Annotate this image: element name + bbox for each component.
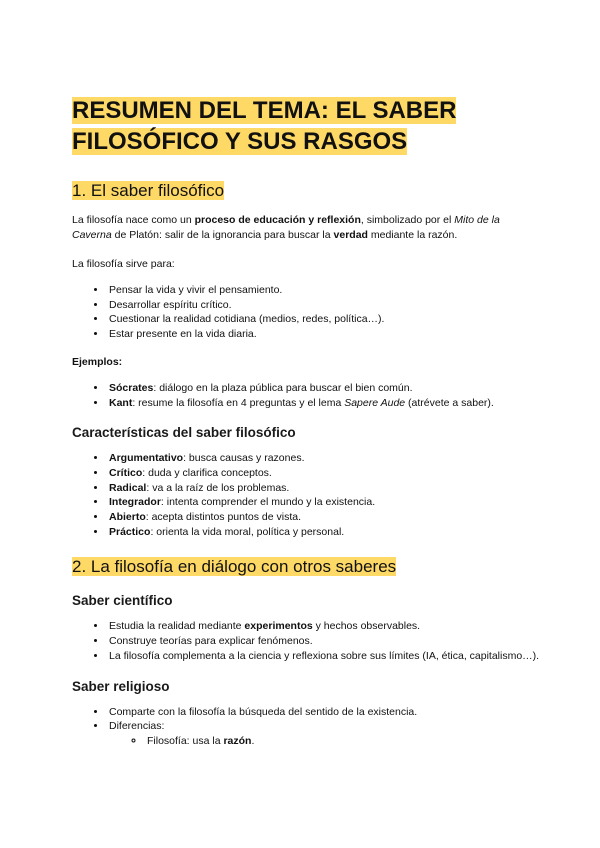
item-bold: Integrador bbox=[109, 496, 161, 509]
list-item: • Construye teorías para explicar fenómenos. bbox=[107, 634, 542, 649]
item-text: : acepta distintos puntos de vista. bbox=[145, 511, 302, 524]
religioso-list bbox=[72, 705, 542, 749]
document-title bbox=[72, 95, 542, 157]
list-item bbox=[107, 466, 542, 481]
ejemplos-list bbox=[72, 381, 542, 410]
diferencias-sublist bbox=[109, 734, 542, 749]
list-item bbox=[107, 381, 542, 396]
list-item bbox=[107, 619, 542, 634]
item-italic: Sapere Aude bbox=[344, 396, 406, 409]
cientifico-heading: Saber científico bbox=[72, 593, 173, 609]
document-page bbox=[72, 95, 542, 749]
intro-bold-educacion: proceso de educación y reflexión bbox=[194, 214, 361, 226]
intro-text: de Platón: salir de la ignorancia para buscar la bbox=[111, 229, 334, 241]
item-text: : va a la raíz de los problemas. bbox=[146, 481, 290, 494]
list-item: • Comparte con la filosofía la búsqueda del sentido de la existencia. bbox=[107, 705, 542, 720]
item-bold: experimentos bbox=[244, 620, 313, 633]
intro-bold-verdad: verdad bbox=[333, 229, 368, 241]
sirve-label: La filosofía sirve para: bbox=[72, 258, 175, 270]
list-item: • Desarrollar espíritu crítico. bbox=[107, 298, 542, 313]
list-item: • Pensar la vida y vivir el pensamiento. bbox=[107, 283, 542, 298]
list-item bbox=[107, 719, 542, 748]
list-item: • Cuestionar la realidad cotidiana (medios, redes, política…). bbox=[107, 312, 542, 327]
item-bold: razón bbox=[223, 734, 252, 747]
section-1-intro bbox=[72, 213, 542, 243]
item-text: : duda y clarifica conceptos. bbox=[142, 466, 272, 479]
item-bold: Kant bbox=[109, 396, 133, 409]
intro-italic-mito: Mito de la Caverna bbox=[72, 214, 500, 241]
sub-list-item bbox=[145, 734, 542, 749]
item-text: Diferencias: bbox=[109, 720, 165, 733]
list-item bbox=[107, 525, 542, 540]
list-item bbox=[107, 481, 542, 496]
intro-text: La filosofía nace como un bbox=[72, 214, 195, 226]
ejemplos-label bbox=[72, 355, 542, 370]
caracteristicas-list bbox=[72, 451, 542, 539]
item-bold: Radical bbox=[109, 481, 147, 494]
cientifico-list bbox=[72, 619, 542, 663]
section-1-heading-text: 1. El saber filosófico bbox=[72, 181, 225, 200]
item-text: (atrévete a saber). bbox=[405, 396, 494, 409]
item-text: y hechos observables. bbox=[312, 620, 421, 633]
section-2-heading bbox=[72, 555, 542, 579]
ejemplos-label-text: Ejemplos: bbox=[72, 355, 123, 368]
sirve-list bbox=[72, 283, 542, 342]
list-item bbox=[107, 451, 542, 466]
item-bold: Práctico bbox=[109, 525, 151, 538]
section-2-heading-text: 2. La filosofía en diálogo con otros saberes bbox=[72, 557, 397, 577]
item-text: : busca causas y razones. bbox=[183, 452, 305, 465]
intro-text: mediante la razón. bbox=[367, 229, 458, 241]
item-bold: Argumentativo bbox=[109, 452, 184, 465]
list-item: • Estar presente en la vida diaria. bbox=[107, 327, 542, 342]
item-bold: Sócrates bbox=[109, 381, 154, 394]
document-title-text: RESUMEN DEL TEMA: EL SABER FILOSÓFICO Y SUS RASGOS bbox=[72, 97, 457, 155]
item-bold: Crítico bbox=[109, 466, 143, 479]
item-text: . bbox=[251, 734, 255, 747]
caracteristicas-heading: Características del saber filosófico bbox=[72, 425, 296, 441]
item-text: : resume la filosofía en 4 preguntas y el lema bbox=[132, 396, 345, 409]
item-text: : intenta comprender el mundo y la existencia. bbox=[160, 496, 376, 509]
intro-text: , simbolizado por el bbox=[360, 214, 455, 226]
list-item bbox=[107, 396, 542, 411]
item-text: Estudia la realidad mediante bbox=[109, 620, 245, 633]
list-item: • La filosofía complementa a la ciencia y reflexiona sobre sus límites (IA, ética, capitalismo…). bbox=[107, 649, 542, 664]
religioso-heading: Saber religioso bbox=[72, 678, 170, 694]
item-text: : diálogo en la plaza pública para buscar el bien común. bbox=[153, 381, 413, 394]
section-1-heading bbox=[72, 179, 542, 203]
item-text: Filosofía: usa la bbox=[147, 734, 224, 747]
item-bold: Abierto bbox=[109, 511, 146, 524]
item-text: : orienta la vida moral, política y personal. bbox=[150, 525, 345, 538]
list-item bbox=[107, 510, 542, 525]
list-item bbox=[107, 495, 542, 510]
